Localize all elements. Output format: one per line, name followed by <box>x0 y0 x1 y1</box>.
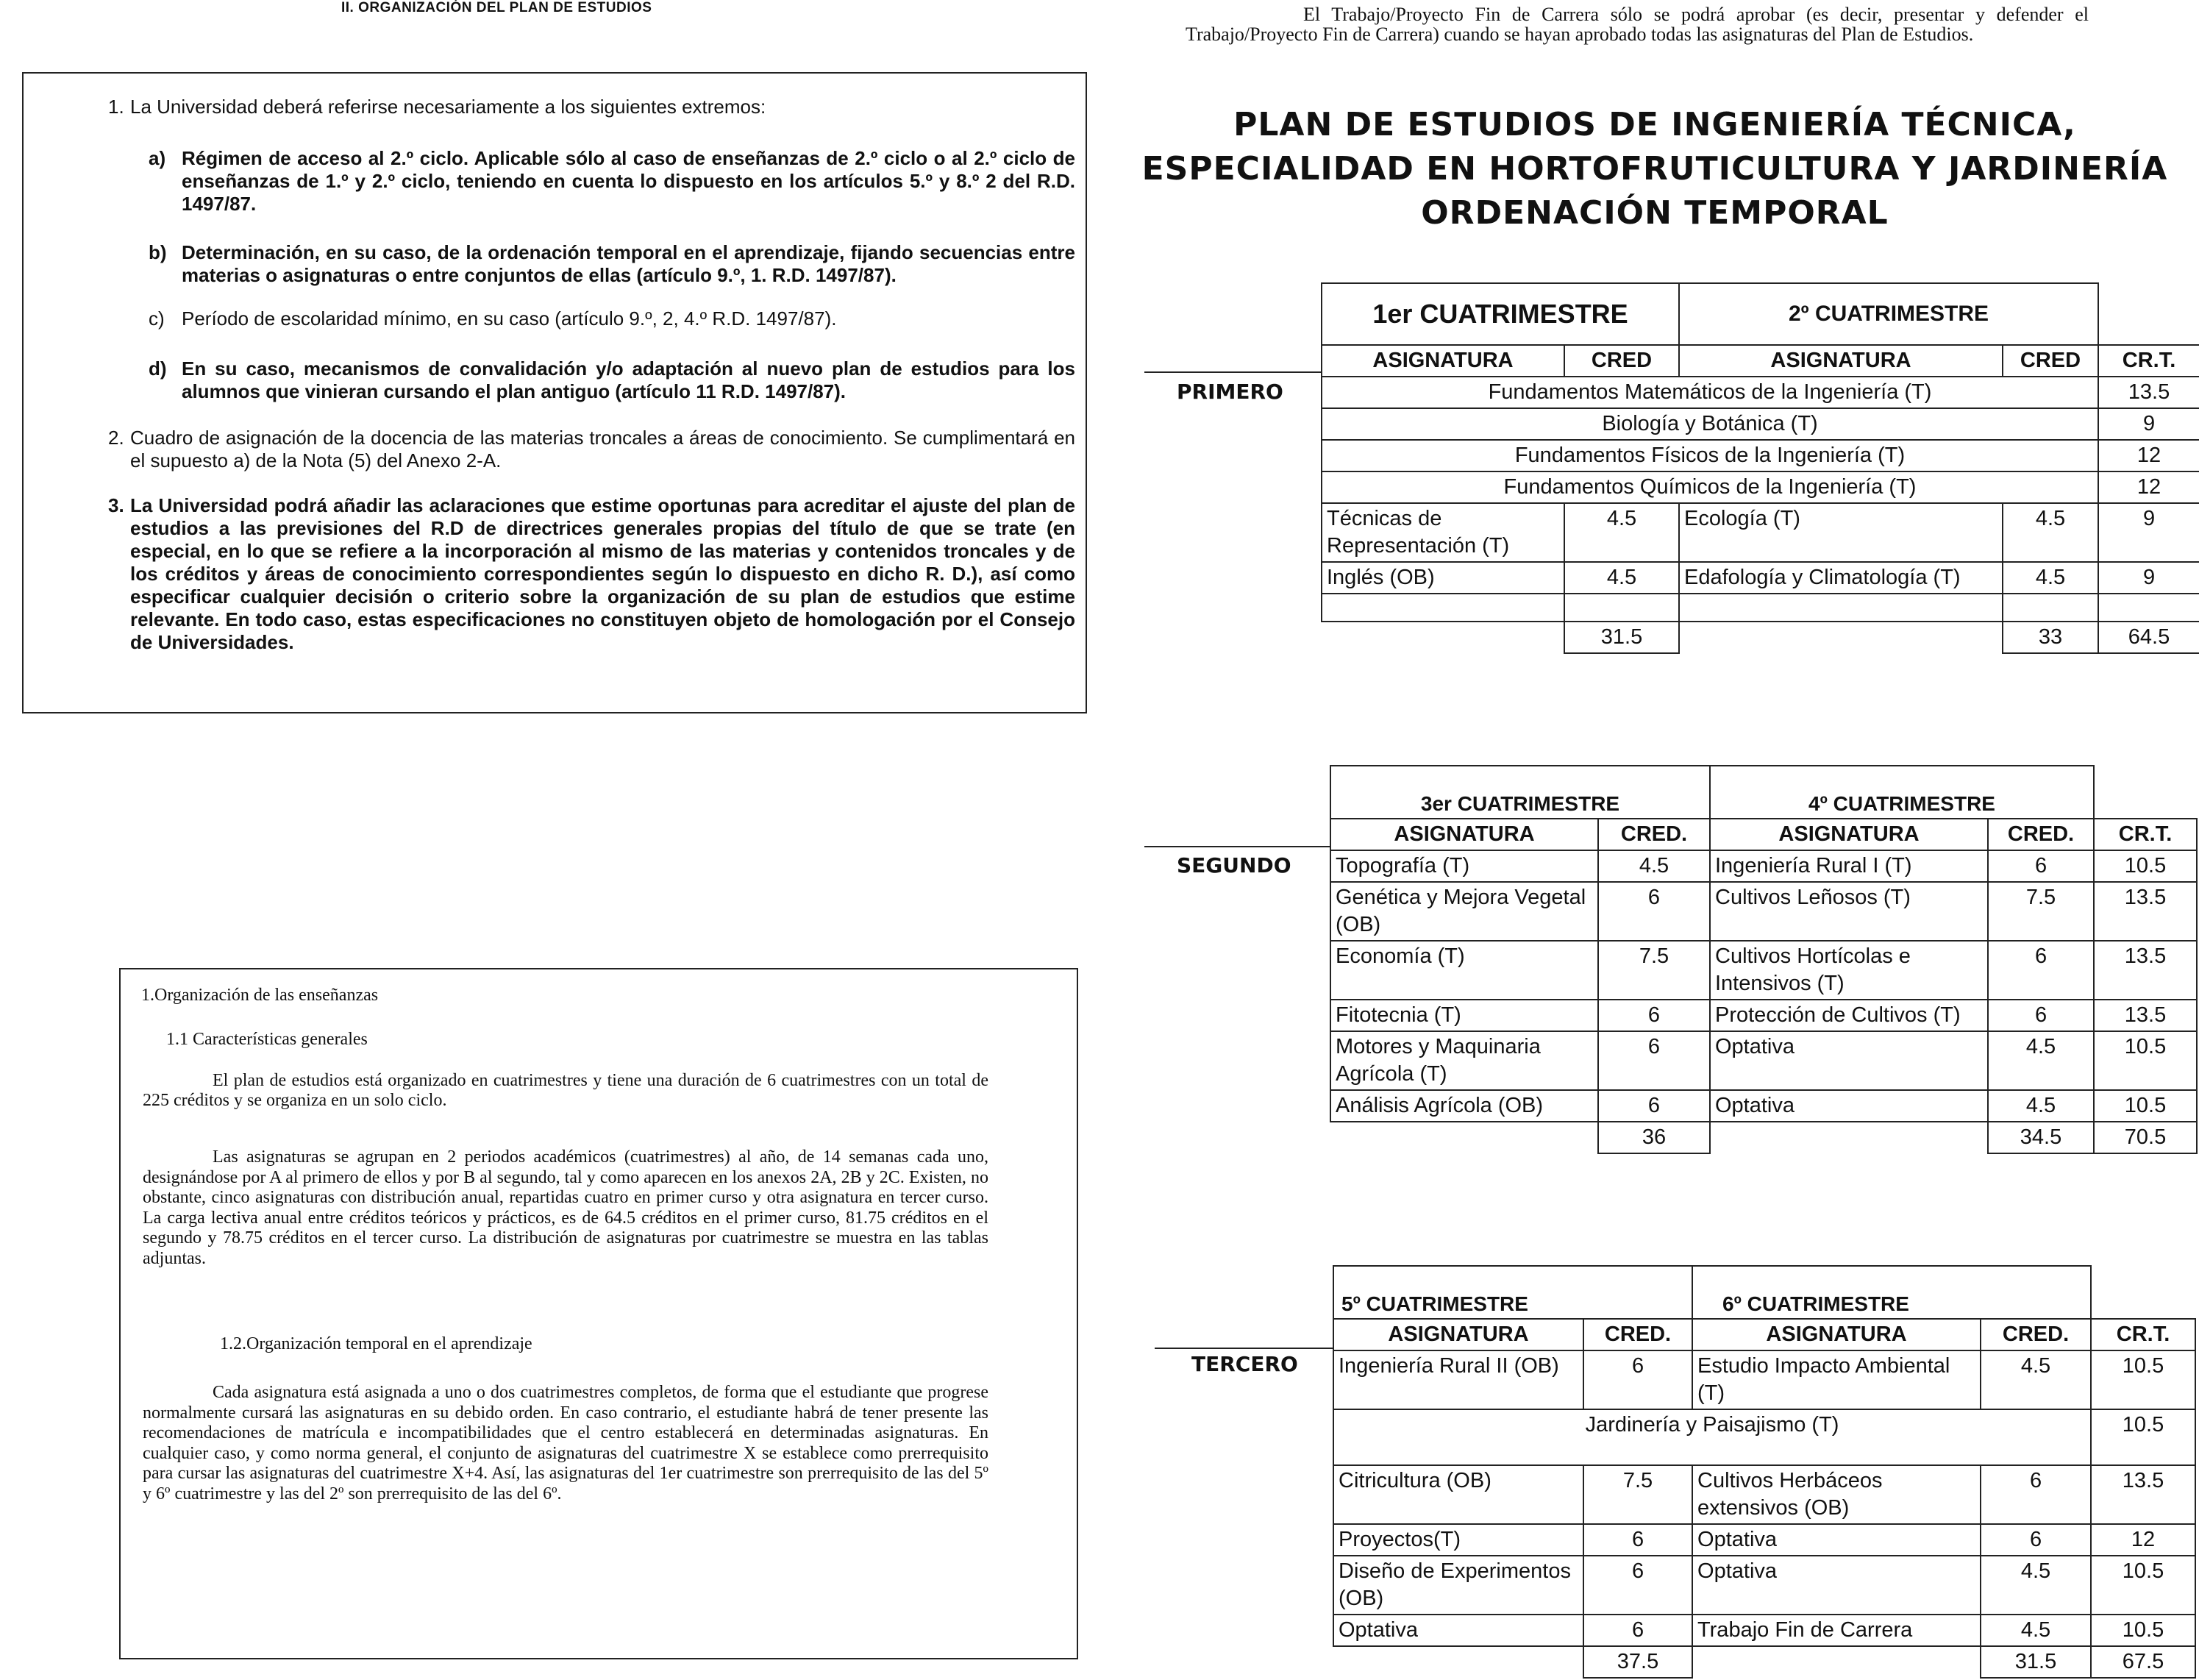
total-crt: 64.5 <box>2098 622 2199 653</box>
right-intro: El Trabajo/Proyecto Fin de Carrera sólo se podrá aprobar (es decir, presentar y defender el Trabajo/Proyecto Fin de Carrera) cuando se hayan aprobado todas las asignaturas del Plan de Estudios. <box>1186 4 2089 45</box>
subject-b: Edafología y Climatología (T) <box>1679 562 2003 594</box>
crt: 10.5 <box>2094 850 2197 882</box>
crt: 10.5 <box>2091 1615 2195 1646</box>
total-crt: 67.5 <box>2091 1646 2195 1678</box>
title-line-2: ESPECIALIDAD EN HORTOFRUTICULTURA Y JARDINERÍA <box>1141 150 2168 188</box>
subject-a: Topografía (T) <box>1330 850 1598 882</box>
total-crt: 70.5 <box>2094 1122 2197 1153</box>
table-segundo <box>1330 765 2198 1154</box>
org-heading-1-2: 1.2.Organización temporal en el aprendizaje <box>220 1334 532 1353</box>
cred-b: 4.5 <box>1981 1615 2091 1646</box>
cred-b: 4.5 <box>1981 1350 2091 1409</box>
cred-a: 6 <box>1583 1524 1692 1556</box>
crt: 13.5 <box>2094 941 2197 1000</box>
subject-a: Optativa <box>1333 1615 1583 1646</box>
annual-subject: Biología y Botánica (T) <box>1322 408 2098 440</box>
subject-b: Ecología (T) <box>1679 503 2003 562</box>
subject-b: Cultivos Herbáceos extensivos (OB) <box>1692 1465 1981 1524</box>
subject-a: Diseño de Experimentos (OB) <box>1333 1556 1583 1615</box>
annual-subject: Jardinería y Paisajismo (T) <box>1333 1409 2091 1465</box>
cred-a: 6 <box>1598 882 1710 941</box>
instructions-box: 1. La Universidad deberá referirse necesariamente a los siguientes extremos: a) Régimen de acceso al 2.º ciclo. Aplicable sólo al caso de enseñanzas de 2.º ciclo o al 2.º ciclo de enseñanzas de 1.º y 2.º ciclo, teniendo en cuenta lo dispuesto en los artículos 5.º y 8.º 2 del R.D. 1497/87. b) Determinación, en su caso, de la ordenación temporal en el aprendizaje, fijando secuencias entre materias o asignaturas o entre conjuntos de ellas (artículo 9.º, 1. R.D. 1497/87). c) Período de escolaridad mínimo, en su caso (artículo 9.º, 2, 4.º R.D. 1497/87). d) En su caso, mecanismos de convalidación y/o adaptación al nuevo plan de estudios para los alumnos que vinieran cursando el plan antiguo (artículo 11 R.D. 1497/87). 2. Cuadro de asignación de la docencia de las materias troncales a áreas de conocimiento. Se cumplimentará en el supuesto a) de la Nota (5) del Anexo 2-A. 3. La Universidad podrá añadir las aclaraciones que estime oportunas para acreditar el ajuste del plan de estudios a las previsiones del R.D de directrices generales propias del título de que se trate (en especial, en lo que se refiere a la incorporación al mismo de las materias y contenidos troncales y de los créditos y áreas de conocimiento correspondientes según lo dispuesto en dicho R. D.), así como especificar cualquier decisión o criterio sobre la organización de su plan de estudios que estime relevante. En todo caso, estas especificaciones no constituyen objeto de homologación por el Consejo de Universidades. <box>22 72 1087 713</box>
course-label-primero: PRIMERO <box>1177 380 1283 404</box>
cred-a: 6 <box>1598 1031 1710 1090</box>
cred-b: 6 <box>1988 941 2094 1000</box>
subject-b: Trabajo Fin de Carrera <box>1692 1615 1981 1646</box>
subject-a: Citricultura (OB) <box>1333 1465 1583 1524</box>
total-a: 31.5 <box>1564 622 1679 653</box>
col-cred: CRED. <box>1988 819 2094 850</box>
cred-a: 4.5 <box>1564 562 1679 594</box>
cred-b: 6 <box>1988 850 2094 882</box>
title-line-3: ORDENACIÓN TEMPORAL <box>1421 194 1889 232</box>
subject-b: Cultivos Leñosos (T) <box>1710 882 1988 941</box>
subject-b: Ingeniería Rural I (T) <box>1710 850 1988 882</box>
cred-a: 6 <box>1583 1556 1692 1615</box>
sem-4-header: 4º CUATRIMESTRE <box>1710 766 2094 819</box>
annual-crt: 10.5 <box>2091 1409 2195 1465</box>
subject-a: Ingeniería Rural II (OB) <box>1333 1350 1583 1409</box>
crt: 9 <box>2098 562 2199 594</box>
cred-b: 4.5 <box>2003 503 2098 562</box>
annual-crt: 13.5 <box>2098 377 2199 408</box>
total-a: 36 <box>1598 1122 1710 1153</box>
col-crt: CR.T. <box>2091 1319 2195 1350</box>
title-line-1: PLAN DE ESTUDIOS DE INGENIERÍA TÉCNICA, <box>1233 106 2076 143</box>
annual-subject: Fundamentos Físicos de la Ingeniería (T) <box>1322 440 2098 471</box>
org-paragraph-1: El plan de estudios está organizado en cuatrimestres y tiene una duración de 6 cuatrimestres con un total de 225 créditos y se organiza en un solo ciclo. <box>143 1071 988 1110</box>
sem-3-header: 3er CUATRIMESTRE <box>1330 766 1710 819</box>
crt: 13.5 <box>2091 1465 2195 1524</box>
subject-b: Protección de Cultivos (T) <box>1710 1000 1988 1031</box>
subject-b: Estudio Impacto Ambiental (T) <box>1692 1350 1981 1409</box>
col-asignatura: ASIGNATURA <box>1330 819 1598 850</box>
org-heading-1: 1.Organización de las enseñanzas <box>141 986 379 1005</box>
col-cred: CRED <box>1564 345 1679 377</box>
cred-a: 7.5 <box>1598 941 1710 1000</box>
annual-crt: 12 <box>2098 440 2199 471</box>
table-primero <box>1321 282 2199 654</box>
course-label-tercero: TERCERO <box>1191 1352 1298 1376</box>
crt: 9 <box>2098 503 2199 562</box>
cred-a: 6 <box>1583 1350 1692 1409</box>
cred-b: 4.5 <box>1981 1556 2091 1615</box>
subject-a: Genética y Mejora Vegetal (OB) <box>1330 882 1598 941</box>
sem-6-header: 6º CUATRIMESTRE <box>1692 1266 2091 1319</box>
sem-5-header: 5º CUATRIMESTRE <box>1333 1266 1692 1319</box>
col-cred: CRED. <box>1981 1319 2091 1350</box>
subject-a: Proyectos(T) <box>1333 1524 1583 1556</box>
col-asignatura: ASIGNATURA <box>1710 819 1988 850</box>
subject-a: Fitotecnia (T) <box>1330 1000 1598 1031</box>
crt: 12 <box>2091 1524 2195 1556</box>
crt: 10.5 <box>2094 1090 2197 1122</box>
table-tercero <box>1333 1265 2196 1679</box>
sem-1-header: 1er CUATRIMESTRE <box>1322 283 1679 345</box>
org-heading-1-1: 1.1 Características generales <box>166 1030 368 1049</box>
cred-a: 6 <box>1598 1000 1710 1031</box>
cred-a: 6 <box>1598 1090 1710 1122</box>
plan-title <box>1140 103 2170 235</box>
col-cred: CRED. <box>1598 819 1710 850</box>
col-cred: CRED. <box>1583 1319 1692 1350</box>
col-asignatura: ASIGNATURA <box>1322 345 1564 377</box>
annual-subject: Fundamentos Químicos de la Ingeniería (T) <box>1322 471 2098 503</box>
cred-b: 4.5 <box>2003 562 2098 594</box>
crt: 10.5 <box>2091 1350 2195 1409</box>
total-b: 31.5 <box>1981 1646 2091 1678</box>
subject-a: Motores y Maquinaria Agrícola (T) <box>1330 1031 1598 1090</box>
cred-b: 4.5 <box>1988 1031 2094 1090</box>
col-crt: CR.T. <box>2098 345 2199 377</box>
cred-b: 6 <box>1981 1465 2091 1524</box>
total-b: 34.5 <box>1988 1122 2094 1153</box>
cred-a: 6 <box>1583 1615 1692 1646</box>
organization-box <box>119 968 1078 1659</box>
col-cred: CRED <box>2003 345 2098 377</box>
subject-a: Inglés (OB) <box>1322 562 1564 594</box>
col-asignatura: ASIGNATURA <box>1679 345 2003 377</box>
subject-a: Análisis Agrícola (OB) <box>1330 1090 1598 1122</box>
subject-b: Optativa <box>1710 1090 1988 1122</box>
cred-b: 6 <box>1981 1524 2091 1556</box>
subject-b: Optativa <box>1692 1524 1981 1556</box>
col-asignatura: ASIGNATURA <box>1333 1319 1583 1350</box>
cred-b: 6 <box>1988 1000 2094 1031</box>
subject-b: Optativa <box>1692 1556 1981 1615</box>
crt: 13.5 <box>2094 1000 2197 1031</box>
annual-subject: Fundamentos Matemáticos de la Ingeniería (T) <box>1322 377 2098 408</box>
subject-a: Técnicas de Representación (T) <box>1322 503 1564 562</box>
cred-b: 4.5 <box>1988 1090 2094 1122</box>
subject-a: Economía (T) <box>1330 941 1598 1000</box>
col-asignatura: ASIGNATURA <box>1692 1319 1981 1350</box>
subject-b: Cultivos Hortícolas e Intensivos (T) <box>1710 941 1988 1000</box>
subject-b: Optativa <box>1710 1031 1988 1090</box>
org-paragraph-3: Cada asignatura está asignada a uno o dos cuatrimestres completos, de forma que el estudiante que progrese normalmente cursará las asignaturas en su debido orden. En caso contrario, el estudiante habrá de tener presente las recomendaciones de matrícula e incompatibilidades que el centro establecerá en determinadas asignaturas. En cualquier caso, y como norma general, el conjunto de asignaturas del cuatrimestre X se establece como prerrequisito para cursar las asignaturas del cuatrimestre X+4. Así, las asignaturas del 1er cuatrimestre son prerrequisito de las del 5º y 6º cuatrimestre y las del 2º son prerrequisito de las del 6º. <box>143 1383 988 1503</box>
course-label-segundo: SEGUNDO <box>1177 853 1291 878</box>
crt: 10.5 <box>2094 1031 2197 1090</box>
cred-b: 7.5 <box>1988 882 2094 941</box>
cred-a: 4.5 <box>1564 503 1679 562</box>
cred-a: 4.5 <box>1598 850 1710 882</box>
annual-crt: 9 <box>2098 408 2199 440</box>
annual-crt: 12 <box>2098 471 2199 503</box>
sem-2-header: 2º CUATRIMESTRE <box>1679 283 2098 345</box>
total-a: 37.5 <box>1583 1646 1692 1678</box>
col-crt: CR.T. <box>2094 819 2197 850</box>
cred-a: 7.5 <box>1583 1465 1692 1524</box>
org-paragraph-2: Las asignaturas se agrupan en 2 periodos académicos (cuatrimestres) al año, de 14 semanas cada uno, designándose por A al primero de ellos y por B al segundo, tal y como aparecen en los anexos 2A, 2B y 2C. Existen, no obstante, cinco asignaturas con distribución anual, repartidas cuatro en primer curso y otra asignatura en tercer curso. La carga lectiva anual entre créditos teóricos y prácticos, es de 64.5 créditos en el primer curso, 81.75 créditos en el segundo y 78.75 créditos en el tercer curso. La distribución de asignaturas por cuatrimestre se muestra en las tablas adjuntas. <box>143 1147 988 1268</box>
crt: 10.5 <box>2091 1556 2195 1615</box>
total-b: 33 <box>2003 622 2098 653</box>
crt: 13.5 <box>2094 882 2197 941</box>
section-header: II. ORGANIZACIÓN DEL PLAN DE ESTUDIOS <box>341 0 652 15</box>
